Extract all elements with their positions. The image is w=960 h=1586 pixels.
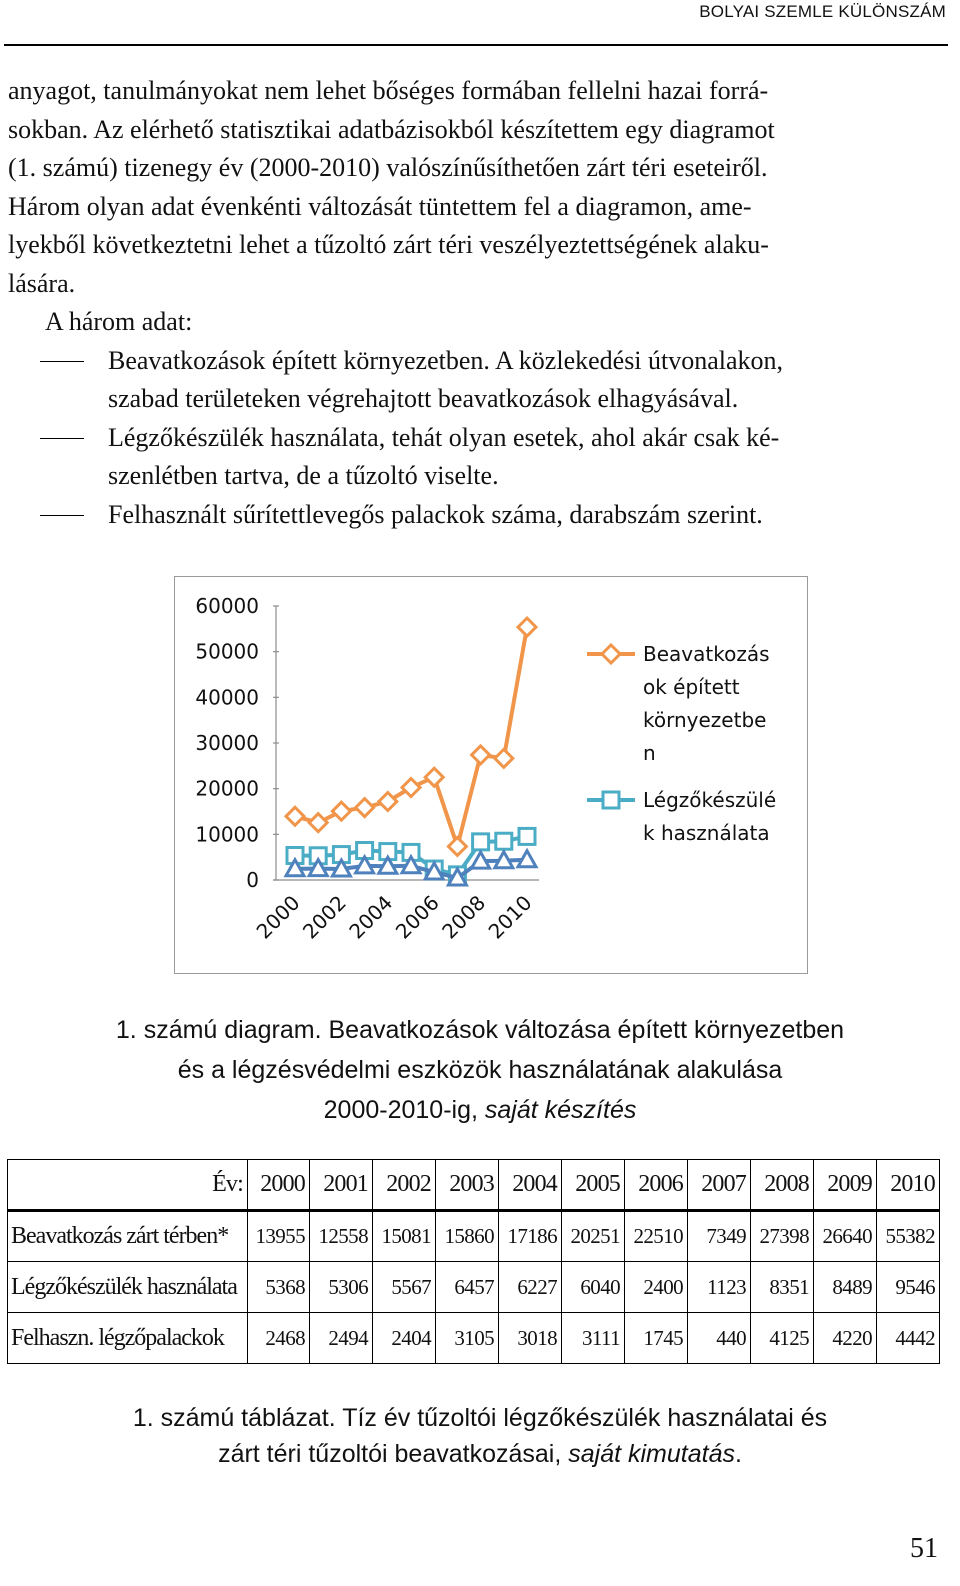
legend-marker-diamond (602, 645, 620, 663)
table-cell: 1745 (625, 1313, 688, 1364)
caption-italic: saját készítés (484, 1096, 637, 1124)
table-cell: 6457 (436, 1262, 499, 1313)
dash-bullet (40, 361, 84, 363)
table-cell: 3105 (436, 1313, 499, 1364)
legend-label: k használata (643, 821, 770, 845)
figure-caption-line: és a légzésvédelmi eszközök használatának alakulása (177, 1056, 783, 1084)
y-tick-label: 60000 (195, 594, 259, 618)
y-tick-label: 10000 (195, 822, 259, 847)
table-cell: 1123 (688, 1262, 751, 1313)
row-label: Légzőkészülék használata (8, 1262, 248, 1313)
list-item-line: szabad területeken végrehajtott beavatkozások elhagyásával. (108, 384, 739, 413)
x-tick-label: 2010 (483, 890, 537, 944)
table-cell: 9546 (877, 1262, 940, 1313)
x-tick-label: 2002 (297, 890, 351, 944)
table-caption (0, 1400, 960, 1472)
list-item-line: szenlétben tartva, de a tűzoltó viselte. (108, 461, 499, 490)
legend-label: ok épített (643, 675, 740, 699)
paragraph (8, 72, 943, 303)
data-table (7, 1159, 940, 1364)
header-rule (4, 44, 948, 46)
x-tick-label: 2000 (251, 890, 305, 944)
chart-svg (175, 577, 809, 975)
table-cell: 2494 (310, 1313, 373, 1364)
table-cell: 2468 (248, 1313, 310, 1364)
table-row (8, 1313, 940, 1364)
table-cell: 7349 (688, 1211, 751, 1262)
x-tick-label: 2004 (344, 890, 398, 944)
paragraph-line: sokban. Az elérhető statisztikai adatbázisokból készítettem egy diagramot (8, 114, 775, 144)
page-number: 51 (910, 1533, 938, 1564)
table-cell: 12558 (310, 1211, 373, 1262)
table-cell: 2400 (625, 1262, 688, 1313)
year-cell: 2002 (373, 1160, 436, 1211)
list-item (8, 419, 943, 496)
table-cell: 20251 (562, 1211, 625, 1262)
year-cell: 2009 (814, 1160, 877, 1211)
caption-text: 2000-2010-ig, (323, 1096, 485, 1124)
data-point-diamond (518, 618, 536, 636)
data-list (8, 342, 943, 535)
table-cell: 15860 (436, 1211, 499, 1262)
data-point-diamond (356, 799, 374, 817)
figure-caption-line: 1. számú diagram. Beavatkozások változása épített környezetben (115, 1016, 845, 1044)
paragraph-line: lyekből következtetni lehet a tűzoltó zárt téri veszélyeztettségének alaku- (8, 230, 769, 259)
table-cell: 8351 (751, 1262, 814, 1313)
legend-label: környezetbe (643, 708, 767, 732)
year-cell: 2003 (436, 1160, 499, 1211)
y-tick-label: 40000 (195, 685, 259, 710)
data-point-diamond (332, 802, 350, 820)
list-item (8, 342, 943, 419)
y-tick-label: 20000 (195, 776, 259, 801)
paragraph-line: Három olyan adat évenkénti változását tüntettem fel a diagramon, ame- (8, 191, 752, 221)
year-cell: 2010 (877, 1160, 940, 1211)
header-label: Év: (8, 1160, 248, 1211)
table-cell: 4220 (814, 1313, 877, 1364)
data-point-diamond (448, 837, 466, 855)
row-label: Beavatkozás zárt térben* (8, 1211, 248, 1262)
year-cell: 2007 (688, 1160, 751, 1211)
dash-bullet (40, 515, 84, 517)
year-cell: 2006 (625, 1160, 688, 1211)
table-caption-line (0, 1436, 960, 1472)
table-cell: 6040 (562, 1262, 625, 1313)
table-row (8, 1262, 940, 1313)
table-cell: 2404 (373, 1313, 436, 1364)
table-cell: 5567 (373, 1262, 436, 1313)
y-tick-label: 0 (246, 868, 259, 892)
caption-text: . (734, 1440, 742, 1468)
paragraph-line: lására. (8, 268, 76, 298)
table-header-row (8, 1160, 940, 1211)
table-cell: 4442 (877, 1313, 940, 1364)
paragraph-line: (1. számú) tizenegy év (2000-2010) valószínűsíthetően zárt téri eseteiről. (8, 153, 768, 182)
year-cell: 2001 (310, 1160, 373, 1211)
table-caption-line: 1. számú táblázat. Tíz év tűzoltói légzőkészülék használatai és (132, 1404, 828, 1432)
table-cell: 8489 (814, 1262, 877, 1313)
table-cell: 55382 (877, 1211, 940, 1262)
table-row (8, 1211, 940, 1262)
table-cell: 13955 (248, 1211, 310, 1262)
year-cell: 2004 (499, 1160, 562, 1211)
figure-caption-line (0, 1090, 960, 1130)
list-item (8, 496, 943, 535)
data-point-diamond (379, 793, 397, 811)
chart (174, 576, 808, 974)
table-cell: 4125 (751, 1313, 814, 1364)
list-item-line: Beavatkozások épített környezetben. A közlekedési útvonalakon, (108, 345, 784, 375)
y-tick-label: 50000 (195, 639, 259, 664)
data-point-diamond (286, 807, 304, 825)
list-item-line: Felhasznált sűrítettlevegős palackok száma, darabszám szerint. (108, 499, 763, 529)
running-head: BOLYAI SZEMLE KÜLÖNSZÁM (699, 2, 946, 21)
table-cell: 5368 (248, 1262, 310, 1313)
table-cell: 440 (688, 1313, 751, 1364)
table-cell: 27398 (751, 1211, 814, 1262)
row-label: Felhaszn. légzőpalackok (8, 1313, 248, 1364)
legend-label: n (643, 741, 656, 765)
list-item-line: Légzőkészülék használata, tehát olyan esetek, ahol akár csak ké- (108, 422, 780, 452)
legend-label: Légzőkészülé (643, 788, 777, 812)
data-point-diamond (472, 746, 490, 764)
data-point-diamond (309, 814, 327, 832)
y-tick-label: 30000 (195, 731, 259, 755)
table-cell: 26640 (814, 1211, 877, 1262)
year-cell: 2008 (751, 1160, 814, 1211)
table-cell: 17186 (499, 1211, 562, 1262)
data-point-square (473, 834, 489, 850)
data-point-diamond (402, 779, 420, 797)
x-tick-label: 2006 (390, 890, 444, 944)
x-tick-label: 2008 (437, 890, 491, 944)
data-point-square (496, 833, 512, 849)
table-cell: 3018 (499, 1313, 562, 1364)
paragraph-line: anyagot, tanulmányokat nem lehet bőséges formában fellelni hazai forrá- (8, 76, 769, 105)
series-line-1 (295, 627, 527, 846)
data-point-diamond (425, 768, 443, 786)
year-cell: 2000 (248, 1160, 310, 1211)
caption-italic: saját kimutatás (568, 1440, 735, 1468)
dash-bullet (40, 438, 84, 440)
table-cell: 5306 (310, 1262, 373, 1313)
list-intro: A három adat: (45, 307, 193, 336)
table-cell: 22510 (625, 1211, 688, 1262)
year-cell: 2005 (562, 1160, 625, 1211)
table-cell: 3111 (562, 1313, 625, 1364)
legend-label: Beavatkozás (643, 642, 770, 666)
legend-marker-square (603, 792, 619, 808)
table-cell: 15081 (373, 1211, 436, 1262)
table-cell: 6227 (499, 1262, 562, 1313)
body-text (8, 72, 943, 534)
caption-text: zárt téri tűzoltói beavatkozásai, (218, 1440, 569, 1468)
data-point-diamond (495, 749, 513, 767)
figure-caption (0, 1010, 960, 1130)
data-point-square (519, 828, 535, 844)
